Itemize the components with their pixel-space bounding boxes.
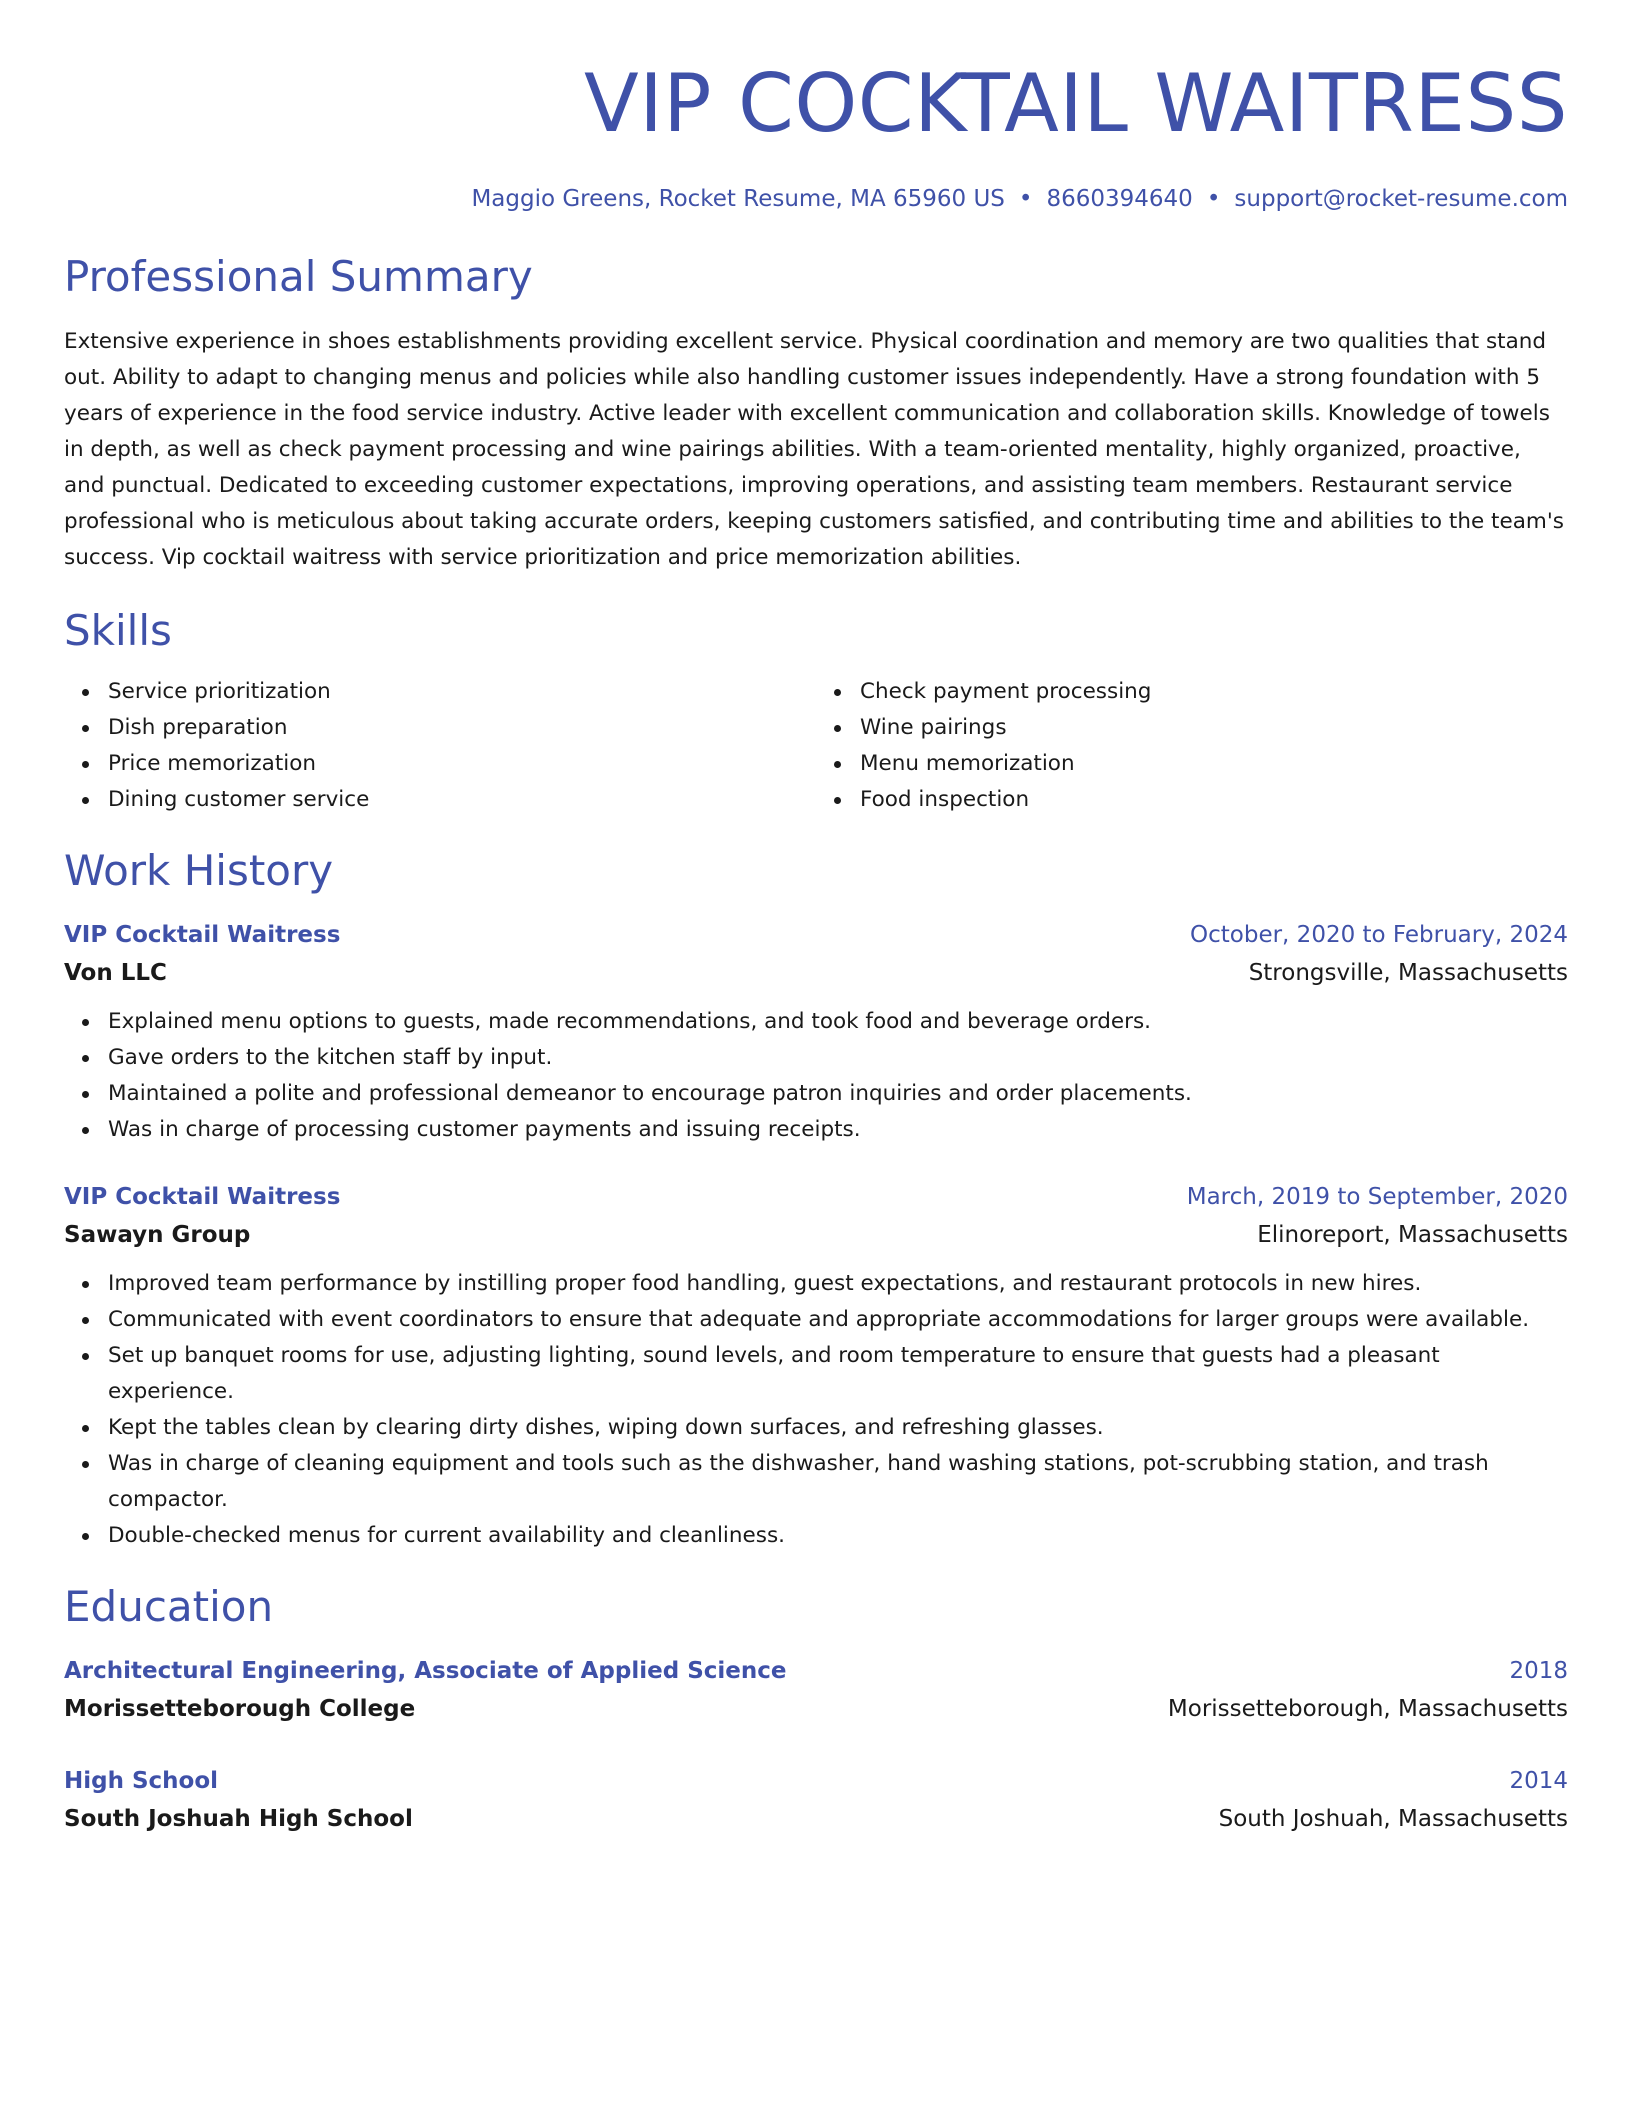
skill-item: Check payment processing (860, 674, 1568, 710)
job-bullet: Double-checked menus for current availability and cleanliness. (108, 1518, 1568, 1554)
job-bullet: Set up banquet rooms for use, adjusting lighting, sound levels, and room temperature to ensure that guests had a pleasant experience. (108, 1338, 1568, 1410)
job-bullet: Was in charge of cleaning equipment and tools such as the dishwasher, hand washing stations, pot-scrubbing station, and trash compactor. (108, 1446, 1568, 1518)
education-school: South Joshuah High School (64, 1806, 413, 1832)
job-dates: March, 2019 to September, 2020 (1186, 1184, 1568, 1210)
job-dates: October, 2020 to February, 2024 (1190, 922, 1568, 948)
job-role: VIP Cocktail Waitress (64, 1184, 341, 1210)
skill-item: Dish preparation (108, 710, 816, 746)
resume-name-title: VIP COCKTAIL WAITRESS (583, 57, 1568, 150)
education-header-row (64, 1762, 1568, 1800)
education-year: 2014 (1509, 1768, 1568, 1794)
education-location: Morissetteborough, Massachusetts (1167, 1696, 1568, 1722)
contact-separator: • (1018, 186, 1033, 212)
job-header-row (64, 916, 1568, 954)
job-bullet: Communicated with event coordinators to ensure that adequate and appropriate accommodations for larger groups were available. (108, 1302, 1568, 1338)
job-entry (64, 1178, 1568, 1554)
skill-item: Wine pairings (860, 710, 1568, 746)
job-company: Sawayn Group (64, 1222, 251, 1248)
job-bullet: Gave orders to the kitchen staff by input. (108, 1040, 1568, 1076)
contact-separator: • (1206, 186, 1221, 212)
education-school-row (64, 1800, 1568, 1838)
job-location: Strongsville, Massachusetts (1248, 960, 1568, 986)
work-history-heading: Work History (64, 846, 334, 895)
job-location: Elinoreport, Massachusetts (1257, 1222, 1568, 1248)
job-company-row (64, 954, 1568, 992)
job-bullets (64, 1266, 1568, 1554)
job-bullet: Explained menu options to guests, made recommendations, and took food and beverage orders. (108, 1004, 1568, 1040)
skill-item: Food inspection (860, 782, 1568, 818)
summary-heading: Professional Summary (64, 252, 533, 301)
skill-item: Price memorization (108, 746, 816, 782)
contact-phone: 8660394640 (1046, 186, 1193, 212)
education-year: 2018 (1509, 1658, 1568, 1684)
skills-heading: Skills (64, 606, 172, 655)
education-entry (64, 1762, 1568, 1838)
job-bullet: Was in charge of processing customer payments and issuing receipts. (108, 1112, 1568, 1148)
job-header-row (64, 1178, 1568, 1216)
skill-item: Dining customer service (108, 782, 816, 818)
contact-address: Maggio Greens, Rocket Resume, MA 65960 US (471, 186, 1005, 212)
education-entry (64, 1652, 1568, 1728)
skills-list-right (816, 674, 1568, 818)
skills-list-left (64, 674, 816, 818)
education-heading: Education (64, 1582, 274, 1631)
education-school-row (64, 1690, 1568, 1728)
education-degree: High School (64, 1768, 219, 1794)
education-degree: Architectural Engineering, Associate of Applied Science (64, 1658, 787, 1684)
job-role: VIP Cocktail Waitress (64, 922, 341, 948)
skill-item: Menu memorization (860, 746, 1568, 782)
contact-line (64, 182, 1568, 216)
job-bullet: Maintained a polite and professional demeanor to encourage patron inquiries and order placements. (108, 1076, 1568, 1112)
education-school: Morissetteborough College (64, 1696, 416, 1722)
summary-text: Extensive experience in shoes establishments providing excellent service. Physical coordination and memory are two qualities that stand out. Ability to adapt to changing menus and policies while also handling customer issues independently. Have a strong foundation with 5 years of experience in the food service industry. Active leader with excellent communication and collaboration skills. Knowledge of towels in depth, as well as check payment processing and wine pairings abilities. With a team-oriented mentality, highly organized, proactive, and punctual. Dedicated to exceeding customer expectations, improving operations, and assisting team members. Restaurant service professional who is meticulous about taking accurate orders, keeping customers satisfied, and contributing time and abilities to the team's success. Vip cocktail waitress with service prioritization and price memorization abilities. (64, 329, 1564, 570)
job-company-row (64, 1216, 1568, 1254)
skills-columns (64, 674, 1568, 818)
skill-item: Service prioritization (108, 674, 816, 710)
job-company: Von LLC (64, 960, 167, 986)
education-header-row (64, 1652, 1568, 1690)
job-bullet: Kept the tables clean by clearing dirty dishes, wiping down surfaces, and refreshing glasses. (108, 1410, 1568, 1446)
contact-email: support@rocket-resume.com (1234, 186, 1568, 212)
education-location: South Joshuah, Massachusetts (1218, 1806, 1568, 1832)
job-entry (64, 916, 1568, 1148)
job-bullet: Improved team performance by instilling proper food handling, guest expectations, and restaurant protocols in new hires. (108, 1266, 1568, 1302)
job-bullets (64, 1004, 1568, 1148)
